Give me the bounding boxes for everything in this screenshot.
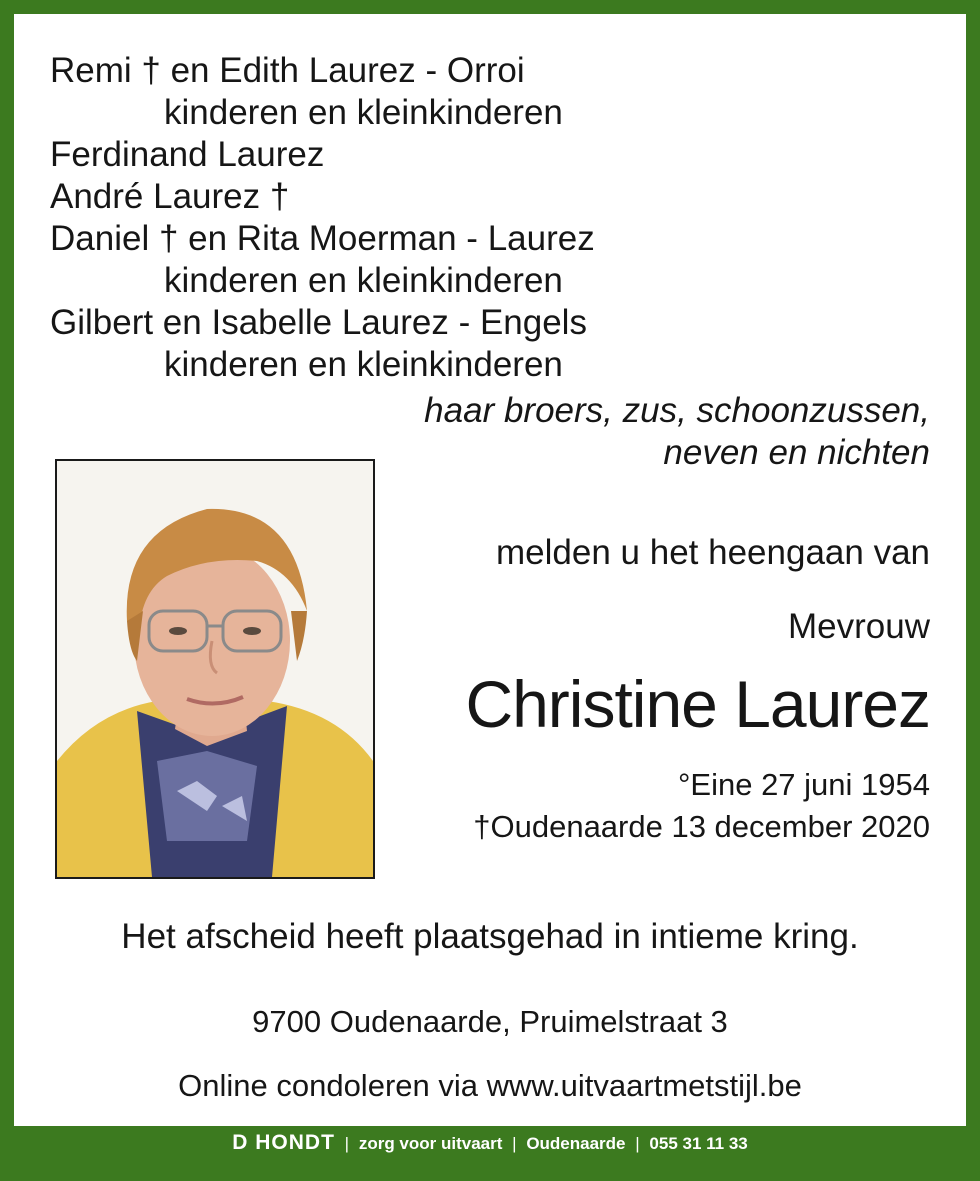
family-line: kinderen en kleinkinderen — [164, 345, 563, 384]
family-line: Ferdinand Laurez — [50, 135, 325, 174]
relation-text — [424, 390, 930, 474]
footer-city: Oudenaarde — [526, 1134, 626, 1153]
separator: | — [344, 1134, 350, 1153]
life-dates — [473, 764, 930, 848]
footer-bar — [0, 1128, 980, 1158]
footer-tagline: zorg voor uitvaart — [358, 1134, 503, 1153]
family-line: kinderen en kleinkinderen — [164, 261, 563, 300]
relation-line-1: haar broers, zus, schoonzussen, — [424, 391, 930, 430]
birth-date: °Eine 27 juni 1954 — [678, 767, 930, 802]
address-text: 9700 Oudenaarde, Pruimelstraat 3 — [252, 1004, 728, 1039]
family-list — [50, 50, 595, 386]
portrait-illustration — [57, 461, 373, 877]
relation-line-2: neven en nichten — [663, 433, 930, 472]
family-line: André Laurez † — [50, 177, 290, 216]
death-date: †Oudenaarde 13 december 2020 — [473, 809, 930, 844]
deceased-title: Mevrouw — [788, 607, 930, 646]
portrait-photo — [55, 459, 375, 879]
farewell-text: Het afscheid heeft plaatsgehad in intieme kring. — [121, 917, 859, 956]
family-line: Gilbert en Isabelle Laurez - Engels — [50, 303, 587, 342]
family-line: Remi † en Edith Laurez - Orroi — [50, 51, 525, 90]
family-line: Daniel † en Rita Moerman - Laurez — [50, 219, 595, 258]
online-condolence-text: Online condoleren via www.uitvaartmetstijl.be — [178, 1068, 802, 1103]
brand-logo: D HONDT — [232, 1131, 335, 1154]
footer-phone: 055 31 11 33 — [649, 1134, 748, 1153]
family-line: kinderen en kleinkinderen — [164, 93, 563, 132]
deceased-name: Christine Laurez — [465, 667, 930, 741]
announcement: melden u het heengaan van — [496, 533, 930, 572]
separator: | — [635, 1134, 640, 1153]
obituary-card — [14, 14, 966, 1126]
separator: | — [512, 1134, 517, 1153]
